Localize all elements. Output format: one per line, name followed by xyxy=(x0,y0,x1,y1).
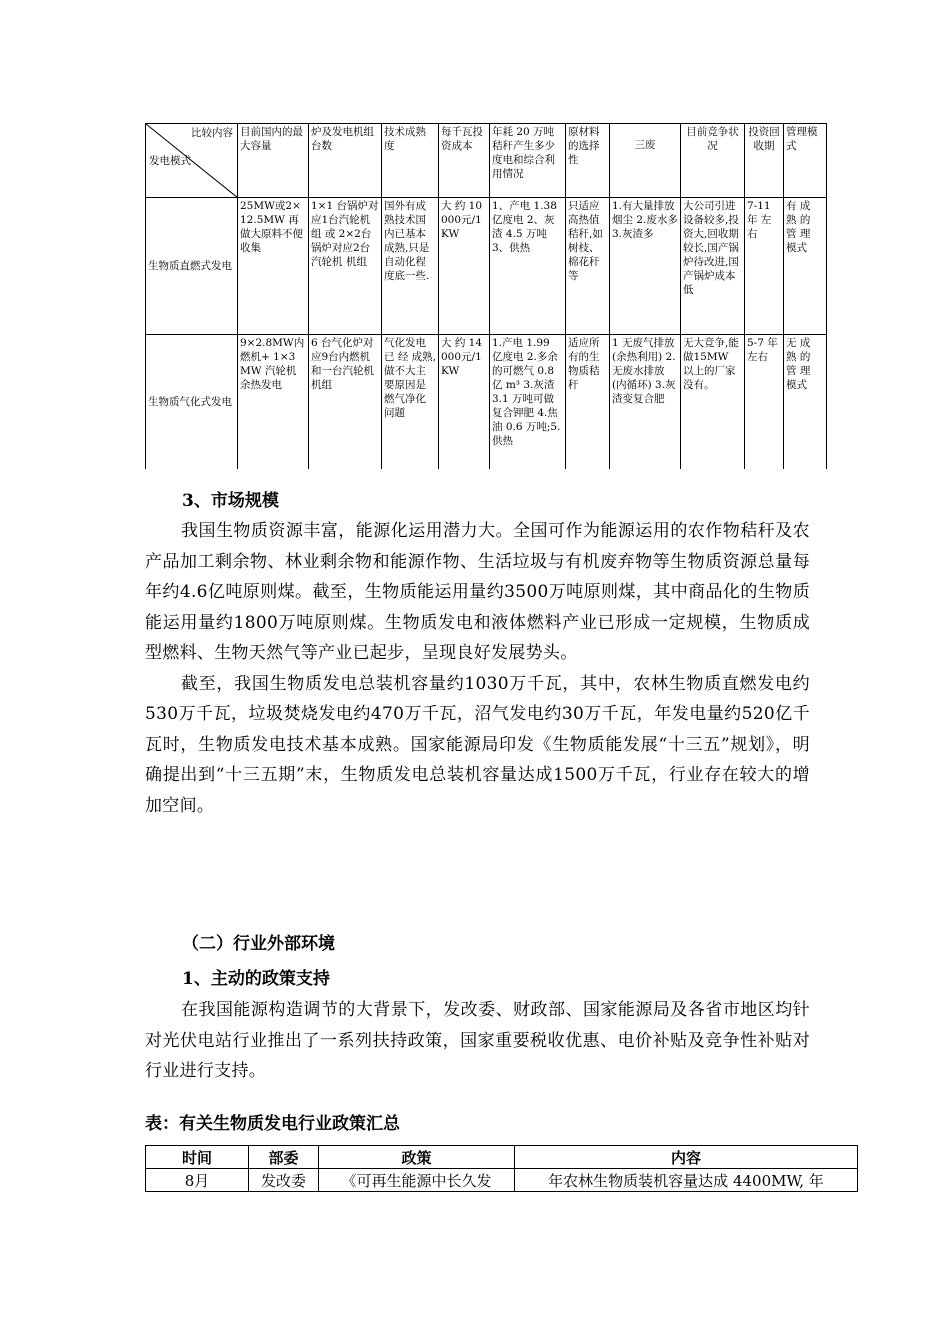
table-cell: 气化发电已 经 成熟,做不大主要原因是燃气净化问题 xyxy=(382,335,439,469)
table-cell: 8月 xyxy=(146,1169,249,1192)
section-heading-market: 3、市场规模 xyxy=(182,491,279,511)
table-cell: 1 无废气排放(余热利用) 2.无废水排放(内循环) 3.灰渣变复合肥 xyxy=(610,335,681,469)
row-mode-direct: 生物质直燃式发电 xyxy=(146,198,238,335)
table-cell: 《可再生能源中长久发 xyxy=(319,1169,515,1192)
col-header: 内容 xyxy=(515,1146,858,1169)
table-cell: 年农林生物质装机容量达成 4400MW, 年 xyxy=(515,1169,858,1192)
table-cell: 无大竞争,能做15MW 以上的厂家没有。 xyxy=(681,335,745,469)
col-header: 部委 xyxy=(249,1146,319,1169)
corner-top-label: 比较内容 xyxy=(191,127,233,139)
table-cell: 大公司引进设备较多,投资大,回收期较长,国产锅炉待改进,国产锅炉成本低 xyxy=(681,198,745,335)
market-paragraphs xyxy=(145,516,810,821)
paragraph: 在我国能源构造调节的大背景下，发改委、财政部、国家能源局及各省市地区均针对光伏电站行业推出了一系列扶持政策，国家重要税收优惠、电价补贴及竞争性补贴对行业进行支持。 xyxy=(145,1000,810,1081)
col-header: 目前国内的最大容量 xyxy=(238,124,309,198)
table-cell: 25MW或2×12.5MW 再做大原料不便收集 xyxy=(238,198,309,335)
table-cell: 5-7 年 左右 xyxy=(745,335,784,469)
table-caption: 表：有关生物质发电行业政策汇总 xyxy=(145,1114,400,1134)
col-header: 时间 xyxy=(146,1146,249,1169)
table-cell: 适应所有的生物质秸秆 xyxy=(566,335,610,469)
col-header: 技术成熟度 xyxy=(382,124,439,198)
table-cell: 6 台气化炉对应9台内燃机和一台汽轮机机组 xyxy=(309,335,382,469)
subheading-policy: 1、主动的政策支持 xyxy=(182,969,330,989)
comparison-table xyxy=(145,123,827,469)
table-cell: 1.有大量排放烟尘 2.废水多 3.灰渣多 xyxy=(610,198,681,335)
col-header: 炉及发电机组台数 xyxy=(309,124,382,198)
table-cell: 大 约 10000元/1KW xyxy=(439,198,490,335)
table-cell: 1×1 台锅炉对应1台汽轮机组 或 2×2台锅炉对应2台汽轮机 机组 xyxy=(309,198,382,335)
table-cell: 1、产电 1.38 亿度电 2、灰渣 4.5 万吨 3、供热 xyxy=(490,198,566,335)
policy-paragraph xyxy=(145,995,810,1087)
paragraph: 截至，我国生物质发电总装机容量约1030万千瓦，其中，农林生物质直燃发电约530万千瓦，垃圾焚烧发电约470万千瓦，沼气发电约30万千瓦，年发电量约520亿千瓦时，生物质发电技术基本成熟。国家能源局印发《生物质能发展“十三五”规划》，明确提出到“十三五期”末，生物质发电总装机容量达成1500万千瓦，行业存在较大的增加空间。 xyxy=(145,673,810,816)
paragraph: 我国生物质资源丰富，能源化运用潜力大。全国可作为能源运用的农作物秸秆及农产品加工剩余物、林业剩余物和能源作物、生活垃圾与有机废弃物等生物质资源总量每年约4.6亿吨原则煤。截至，生物质能运用量约3500万吨原则煤，其中商品化的生物质能运用量约1800万吨原则煤。生物质发电和液体燃料产业已形成一定规模，生物质成型燃料、生物天然气等产业已起步，呈现良好发展势头。 xyxy=(145,521,810,663)
table-cell: 1.产电 1.99 亿度电 2.多余的可燃气 0.8 亿 m³ 3.灰渣 3.1 万吨可做复合钾肥 4.焦油 0.6 万吨;5.供热 xyxy=(490,335,566,469)
table-cell: 发改委 xyxy=(249,1169,319,1192)
table-cell: 有 成 熟 的 管 理 模式 xyxy=(784,198,827,335)
table-cell: 只适应高热值秸秆,如 树枝、棉花秆等 xyxy=(566,198,610,335)
col-header: 每千瓦投资成本 xyxy=(439,124,490,198)
section-heading-external: （二）行业外部环境 xyxy=(182,934,335,954)
col-header: 原材料的选择性 xyxy=(566,124,610,198)
col-header: 目前竞争状况 xyxy=(681,124,745,198)
col-header: 年耗 20 万吨秸秆产生多少度电和综合利用情况 xyxy=(490,124,566,198)
corner-header xyxy=(146,124,238,198)
table-cell: 大 约 14000元/1KW xyxy=(439,335,490,469)
row-mode-gasify: 生物质气化式发电 xyxy=(146,335,238,469)
policy-table xyxy=(145,1145,858,1192)
col-header: 投资回收期 xyxy=(745,124,784,198)
corner-bottom-label: 发电模式 xyxy=(149,155,191,167)
table-cell: 国外有成熟技术国内已基本成熟,只是自动化程度底一些. xyxy=(382,198,439,335)
table-cell: 7-11 年 左右 xyxy=(745,198,784,335)
col-header: 政策 xyxy=(319,1146,515,1169)
col-header: 三废 xyxy=(610,124,681,198)
table-cell: 无 成 熟 的 管 理 模式 xyxy=(784,335,827,469)
col-header: 管理模式 xyxy=(784,124,827,198)
table-cell: 9×2.8MW内燃机+ 1×3MW 汽轮机余热发电 xyxy=(238,335,309,469)
